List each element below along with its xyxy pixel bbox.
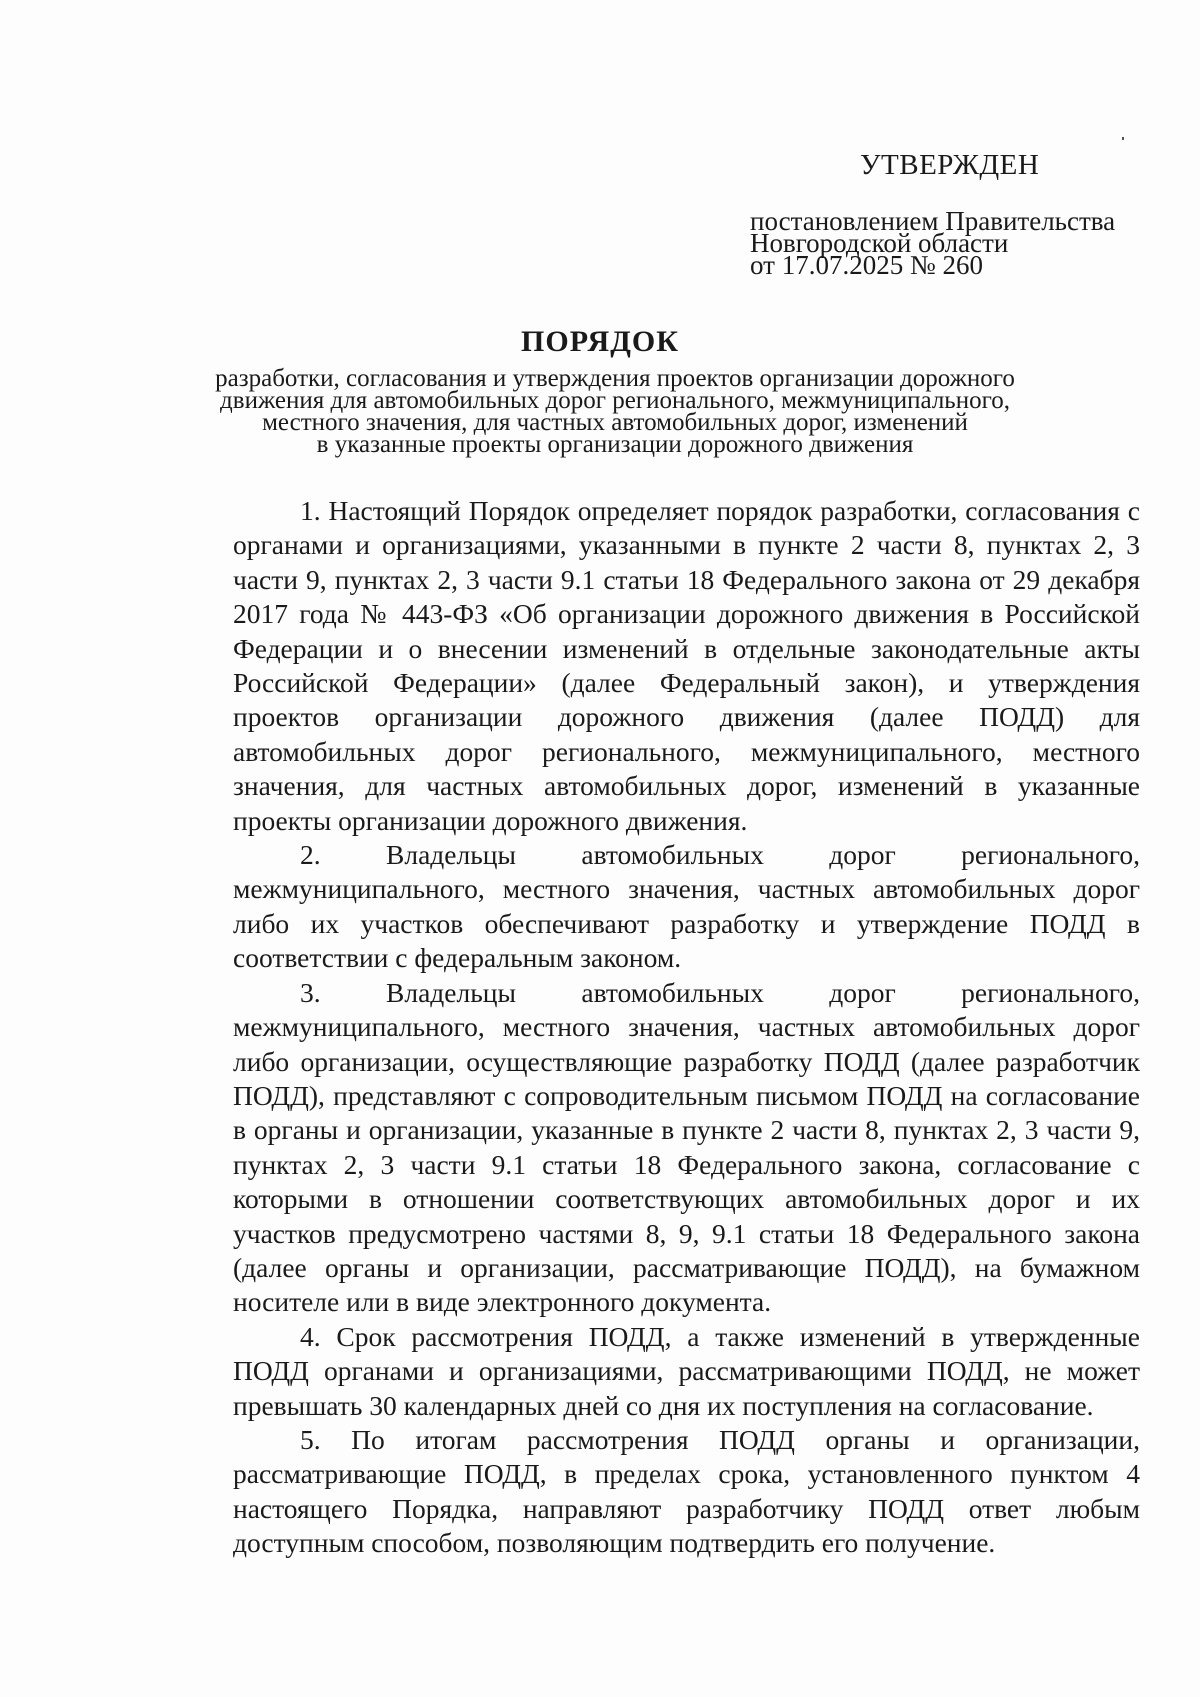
document-title: ПОРЯДОК xyxy=(521,325,679,358)
approval-block xyxy=(750,148,1150,280)
document-subtitle xyxy=(200,365,1030,458)
approval-line: от 17.07.2025 № 260 xyxy=(750,250,983,280)
approval-line: постановлением Правительства xyxy=(750,206,1116,236)
document-body xyxy=(233,494,1140,1561)
subtitle-line: разработки, согласования и утверждения проектов организации дорожного xyxy=(215,365,1015,392)
scan-speck xyxy=(1122,137,1124,140)
approval-line: Новгородской области xyxy=(750,228,1009,258)
subtitle-line: местного значения, для частных автомобильных дорог, изменений xyxy=(262,409,968,436)
paragraph-5: 5. По итогам рассмотрения ПОДД органы и организации, рассматривающие ПОДД, в пределах срока, установленного пунктом 4 настоящего Порядка, направляют разработчику ПОДД ответ любым доступным способом, позволяющим подтвердить его получение. xyxy=(233,1423,1140,1559)
paragraph-2: 2. Владельцы автомобильных дорог регионального, межмуниципального, местного значения, частных автомобильных дорог либо их участков обеспечивают разработку и утверждение ПОДД в соответствии с федеральным законом. xyxy=(233,839,1140,974)
approval-title: УТВЕРЖДЕН xyxy=(860,149,1040,181)
paragraph-1: 1. Настоящий Порядок определяет порядок разработки, согласования с органами и организациями, указанными в пункте 2 части 8, пунктах 2, 3 части 9, пунктах 2, 3 части 9.1 статьи 18 Федерального закона от 29 декабря 2017 года № 443-ФЗ «Об организации дорожного движения в Российской Федерации и о внесении изменений в отдельные законодательные акты Российской Федерации» (далее Федеральный закон), и утверждения проектов организации дорожного движения (далее ПОДД) для автомобильных дорог регионального, межмуниципального, местного значения, для частных автомобильных дорог, изменений в указанные проекты организации дорожного движения. xyxy=(233,495,1140,836)
subtitle-line: движения для автомобильных дорог регионального, межмуниципального, xyxy=(220,387,1010,414)
subtitle-line: в указанные проекты организации дорожного движения xyxy=(316,431,914,458)
paragraph-3: 3. Владельцы автомобильных дорог регионального, межмуниципального, местного значения, частных автомобильных дорог либо организации, осуществляющие разработку ПОДД (далее разработчик ПОДД), представляют с сопроводительным письмом ПОДД на согласование в органы и организации, указанные в пункте 2 части 8, пунктах 2, 3 части 9, пунктах 2, 3 части 9.1 статьи 18 Федерального закона, согласование с которыми в отношении соответствующих автомобильных дорог и их участков предусмотрено частями 8, 9, 9.1 статьи 18 Федерального закона (далее органы и организации, рассматривающие ПОДД), на бумажном носителе или в виде электронного документа. xyxy=(233,976,1140,1318)
approval-lines xyxy=(750,206,1150,280)
paragraph-4: 4. Срок рассмотрения ПОДД, а также изменений в утвержденные ПОДД органами и организациями, рассматривающими ПОДД, не может превышать 30 календарных дней со дня их поступления на согласование. xyxy=(233,1320,1140,1421)
